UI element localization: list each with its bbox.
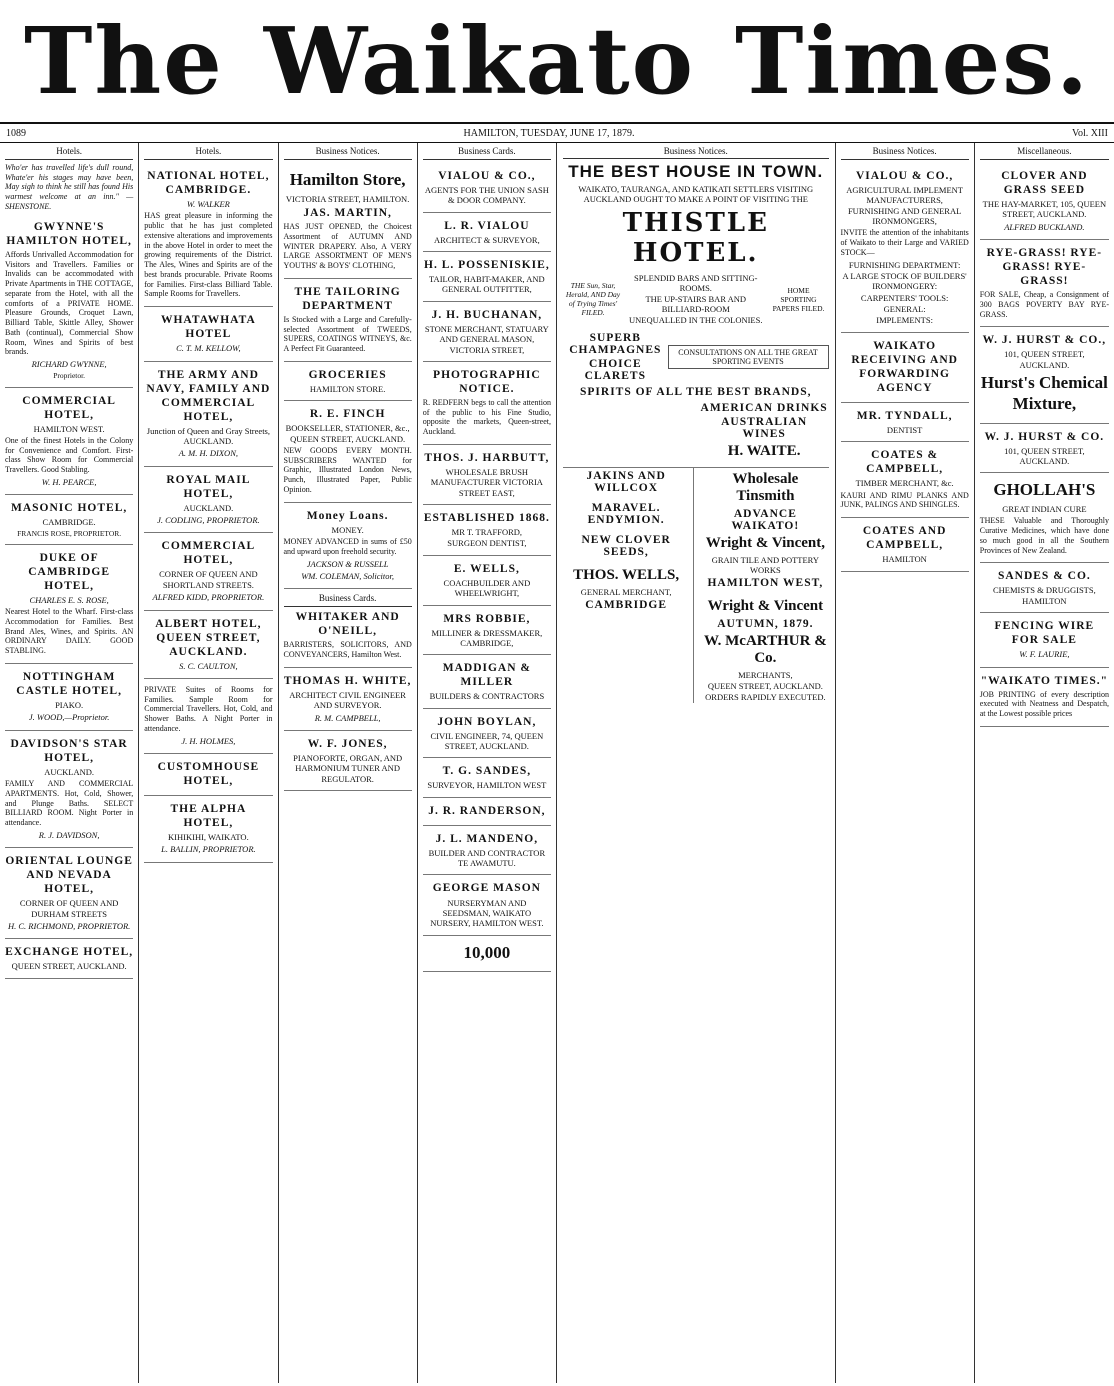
ad-sub: ARCHITECT CIVIL ENGINEER AND SURVEYOR. [289, 689, 406, 711]
ad-sign: JACKSON & RUSSELL [306, 558, 389, 569]
thistle-intro: WAIKATO, TAURANGA, AND KATIKATI SETTLERS VISITING AUCKLAND OUGHT TO MAKE A POINT OF VISITING THE [578, 184, 814, 204]
ad-sign: J. WOOD,—Proprietor. [28, 712, 110, 723]
maravel-endymion: MARAVEL. ENDYMION. [587, 502, 665, 526]
thistle-feature-1: SPLENDID BARS AND SITTING-ROOMS. [634, 273, 758, 293]
ad-sign: C. T. M. KELLOW, [176, 343, 241, 354]
ad-sub: MILLINER & DRESSMAKER, CAMBRIDGE, [431, 627, 543, 648]
ad-title: GROCERIES [308, 368, 387, 381]
ad-title: MR. TYNDALL, [856, 409, 953, 422]
ad-body: JOB PRINTING of every description executed with Neatness and Despatch, at the Lowest possible prices [979, 689, 1109, 719]
ad-hurst-mixture: Hurst's Chemical Mixture, [980, 373, 1108, 413]
ad-body: HAS great pleasure in informing the public that he has just completed extensive alterations and improvements in the above Hotel in order to meet the growing requirements of the District. The Ales, Wines and Spirits are of the best brands procurable. Private Rooms for Families. First-class Billiard Table. Sample Rooms for Travellers. [144, 211, 273, 299]
column-7-head: Business Notices. [841, 146, 969, 160]
ad-body: INVITE the attention of the inhabitants of Waikato to their Large and VARIED STOCK— [840, 228, 969, 257]
ad-body: Is Stocked with a Large and Carefully-selected Assortment of TWEEDS, SUPERS, COATINGS WITNEYS, &c. A Perfect Fit Guaranteed. [283, 314, 412, 354]
ad-body: One of the finest Hotels in the Colony for Convenience and Comfort. First-class Show Room for Commercial Travellers. Good Stabling. [5, 435, 134, 475]
column-8-head: Miscellaneous. [980, 146, 1109, 160]
ad-title: COATES AND CAMPBELL, [862, 525, 947, 552]
ad-sub: SURVEYOR, HAMILTON WEST [427, 780, 547, 791]
ad-body: THESE Valuable and Thoroughly Curative Medicines, which have done so much good in all the Southern Provinces of New Zealand. [979, 516, 1109, 555]
column-2-head: Hotels. [144, 146, 272, 160]
wright-vincent: Wright & Vincent, [705, 535, 826, 551]
queen-street: QUEEN STREET, AUCKLAND. [707, 681, 823, 691]
ad-oriental-lounge [5, 848, 133, 939]
ad-prop: Proprietor. [53, 371, 86, 381]
thos-wells: THOS. WELLS, [573, 567, 680, 583]
ad-body: PRIVATE Suites of Rooms for Families. Sample Room for Commercial Travellers. Hot, Cold, and Shower Baths. A Night Porter in attendance. [144, 684, 273, 733]
ad-robbie [423, 606, 551, 656]
ad-gwynnes-hotel [5, 214, 133, 388]
ad-sub: AUCKLAND. [183, 502, 234, 513]
ad-title: THE TAILORING DEPARTMENT [294, 285, 401, 312]
column-8 [975, 143, 1114, 1383]
ad-sign: W. H. PEARCE, [41, 476, 97, 487]
ad-title: GEORGE MASON [432, 882, 541, 895]
papers-left: THE Sun, Star, Herald, AND Day of Trying Times' FILED. [565, 281, 621, 317]
ad-tyndall [841, 403, 969, 442]
best-house-headline: THE BEST HOUSE IN TOWN. [568, 162, 824, 181]
ad-title: THOS. J. HARBUTT, [424, 451, 550, 464]
ad-carpenters: CARPENTERS' TOOLS: [860, 292, 949, 303]
ad-title: H. L. POSSENISKIE, [424, 259, 550, 272]
ad-title: COMMERCIAL HOTEL, [161, 540, 256, 567]
columns [0, 143, 1114, 1383]
ad-wf-jones [284, 731, 412, 791]
ad-sign: WM. COLEMAN, Solicitor, [301, 570, 395, 581]
ad-davidsons-star [5, 731, 133, 849]
ad-nottingham-castle [5, 664, 133, 731]
ad-sub: PIANOFORTE, ORGAN, AND HARMONIUM TUNER AND REGULATOR. [293, 752, 403, 784]
ad-sub: DENTIST [886, 424, 923, 435]
ad-body: FOR SALE, Cheap, a Consignment of 300 BAGS POVERTY BAY RYE-GRASS. [979, 290, 1109, 319]
ad-sign: ALFRED BUCKLAND. [1004, 221, 1085, 232]
clarets: CHOICE CLARETS [584, 358, 646, 382]
wright-vincent-2: Wright & Vincent [707, 598, 824, 614]
column-5-head: Business Notices. [563, 146, 829, 159]
ad-title: W. J. HURST & CO. [984, 430, 1105, 443]
ad-title: RYE-GRASS! RYE-GRASS! RYE-GRASS! [986, 247, 1103, 288]
column-3 [279, 143, 418, 1383]
ad-alpha-hotel [144, 796, 272, 863]
masthead-the: The [23, 7, 224, 115]
ad-title: NATIONAL HOTEL, CAMBRIDGE. [147, 169, 270, 196]
ad-hamilton-store [284, 163, 412, 279]
ad-body: BARRISTERS, SOLICITORS, AND CONVEYANCERS, Hamilton West. [283, 640, 412, 660]
thistle-feature-3: UNEQUALLED IN THE COLONIES. [629, 315, 763, 325]
ad-sub: BUILDER AND CONTRACTOR TE AWAMUTU. [428, 847, 546, 869]
ad-general: GENERAL: [883, 304, 926, 315]
ad-title: R. E. FINCH [309, 408, 386, 421]
ad-sub: CORNER OF QUEEN AND SHORTLAND STREETS. [159, 569, 258, 590]
ad-title: COMMERCIAL HOTEL, [22, 394, 116, 421]
ad-commercial-hotel [5, 388, 133, 496]
consultations-box: CONSULTATIONS ON ALL THE GREAT SPORTING EVENTS [668, 345, 829, 369]
ad-title: MRS ROBBIE, [443, 612, 531, 625]
ad-harbutt [423, 445, 551, 505]
ad-body: KAURI AND RIMU PLANKS AND JUNK, PALINGS AND SHINGLES. [840, 490, 969, 510]
ad-mandeno [423, 826, 551, 876]
ad-sub: TAILOR, HABIT-MAKER, AND GENERAL OUTFITTER, [429, 274, 545, 295]
ad-title: CLOVER AND GRASS SEED [1001, 169, 1088, 196]
ad-hurst-2 [980, 424, 1109, 474]
column-1-head: Hotels. [5, 146, 133, 160]
ad-sign: J. CODLING, PROPRIETOR. [157, 515, 260, 526]
grain-tile-works: GRAIN TILE AND POTTERY WORKS [711, 555, 820, 575]
ad-title: DAVIDSON'S STAR HOTEL, [10, 737, 128, 764]
ad-sub: AGENTS FOR THE UNION SASH & DOOR COMPANY. [424, 184, 549, 206]
ad-commercial-hotel-auckland [144, 533, 272, 610]
ad-body: Affords Unrivalled Accommodation for Visitors and Travellers. Families or Invalids can be accommodated with Private Apartments in THE COTTAGE, separate from the Hotel, with all the comforts of a PRIVATE HOME. Pleasure Grounds, Croquet Lawn, Billiard Table, Skittle Alley, Shower Bath (continual), Commercial Show Room, Wines and Spirits of best brands. [5, 249, 134, 357]
ad-customhouse-hotel [144, 754, 272, 796]
ad-lr-vialou [423, 213, 551, 252]
ad-sign: ALFRED KIDD, PROPRIETOR. [152, 592, 265, 603]
ad-sandes-chemists [980, 563, 1109, 613]
thistle-hotel-name: THISTLE HOTEL. [622, 208, 769, 268]
new-clover-seeds: NEW CLOVER SEEDS, [581, 534, 671, 558]
ad-coates-campbell-2 [841, 518, 969, 571]
ad-title: GHOLLAH'S [993, 480, 1096, 500]
ad-sub: 101, QUEEN STREET, AUCKLAND. [1004, 445, 1085, 466]
ad-title: ALBERT HOTEL, QUEEN STREET, AUCKLAND. [155, 617, 262, 658]
ad-acres [423, 936, 551, 973]
ad-sub: WHOLESALE BRUSH MANUFACTURER VICTORIA STREET EAST, [430, 466, 543, 498]
ad-national-hotel [144, 163, 272, 307]
ad-coates-campbell [841, 442, 969, 518]
ad-buchanan [423, 302, 551, 362]
ad-title: WAIKATO RECEIVING AND FORWARDING AGENCY [851, 339, 958, 394]
australian-wines: AUSTRALIAN WINES [721, 416, 808, 440]
ad-vialou-implements [841, 163, 969, 333]
ad-tailoring [284, 279, 412, 362]
ad-builders: A LARGE STOCK OF BUILDERS' IRONMONGERY: [842, 271, 967, 292]
ad-sub: AGRICULTURAL IMPLEMENT MANUFACTURERS, FURNISHING AND GENERAL IRONMONGERS, [846, 184, 963, 227]
papers-right: HOME SPORTING PAPERS FILED. [772, 285, 825, 313]
ad-fencing-wire [980, 613, 1109, 667]
cambridge: CAMBRIDGE [585, 599, 668, 611]
column-7 [836, 143, 975, 1383]
ad-finch [284, 401, 412, 502]
ad-furnishing: FURNISHING DEPARTMENT: [848, 259, 961, 270]
column-3-head: Business Notices. [284, 146, 412, 160]
ad-boylan [423, 709, 551, 759]
ad-sub: PIAKO. [55, 699, 84, 710]
ad-whatawhata-hotel [144, 307, 272, 361]
column-1 [0, 143, 139, 1383]
ad-implements: IMPLEMENTS: [876, 315, 933, 326]
ad-title: L. R. VIALOU [444, 219, 530, 232]
hamilton-west: HAMILTON WEST, [707, 577, 824, 589]
ad-title: Hamilton Store, [289, 169, 406, 189]
ad-title: J. H. BUCHANAN, [431, 308, 543, 321]
ad-private-suites [144, 679, 272, 754]
ad-sign: R. M. CAMPBELL, [314, 712, 381, 723]
ad-body: R. REDFERN begs to call the attention of the public to his Fine Studio, opposite the markets, Queen-street, Auckland. [422, 397, 551, 437]
ad-sign: S. C. CAULTON, [179, 660, 238, 671]
ad-sub: TIMBER MERCHANT, &c. [855, 478, 954, 489]
ad-sign: CHARLES E. S. ROSE, [29, 594, 109, 605]
ad-title: E. WELLS, [453, 562, 520, 575]
ad-title: T. G. SANDES, [442, 765, 532, 778]
ad-title: "WAIKATO TIMES." [980, 674, 1108, 687]
ad-sub: GREAT INDIAN CURE [1002, 504, 1087, 515]
ad-vialou [423, 163, 551, 213]
ad-sub: BOOKSELLER, STATIONER, &c., QUEEN STREET, AUCKLAND. [285, 423, 410, 444]
masthead-waikato: Waikato [263, 7, 695, 115]
ad-mason [423, 875, 551, 935]
ad-title: J. L. MANDENO, [435, 832, 539, 845]
ad-money-loans [284, 503, 412, 590]
ad-title: W. F. JONES, [307, 737, 388, 750]
mcarthur: W. McARTHUR & Co. [704, 633, 827, 666]
ad-title: CUSTOMHOUSE HOTEL, [157, 761, 260, 788]
masthead-times: Times. [734, 7, 1091, 115]
column-5-6 [557, 143, 836, 1383]
ad-sub: KIHIKIHI, WAIKATO. [168, 832, 249, 843]
column-4 [418, 143, 557, 1383]
ad-sign: J. H. HOLMES, [181, 735, 236, 746]
spirits: SPIRITS OF ALL THE BEST BRANDS, [580, 386, 812, 398]
ad-waikato-times [980, 668, 1109, 727]
advance-waikato: ADVANCE WAIKATO! [731, 508, 800, 532]
ad-title: NOTTINGHAM CASTLE HOTEL, [16, 670, 122, 697]
ad-whitaker-oneill [284, 589, 412, 668]
ad-sub: QUEEN STREET, AUCKLAND. [11, 961, 127, 972]
ad-hurst [980, 327, 1109, 423]
ad-sub: HAMILTON STORE. [309, 383, 386, 394]
ad-title: DUKE OF CAMBRIDGE HOTEL, [28, 551, 111, 592]
ad-army-navy-hotel [144, 362, 272, 467]
ad-body: HAS JUST OPENED, the Choicest Assortment of AUTUMN AND WINTER DRAPERY. Also, A VERY LARGE ASSORTMENT OF MEN'S YOUTHS' & BOYS' CLOTHING, [283, 222, 412, 271]
ad-title: FENCING WIRE FOR SALE [994, 620, 1095, 647]
ad-sub: COACHBUILDER AND WHEELWRIGHT, [443, 577, 531, 599]
column-4-head: Business Cards. [423, 146, 551, 160]
ad-title: J. R. RANDERSON, [428, 804, 546, 817]
general-merchant: GENERAL MERCHANT, [580, 587, 672, 597]
ad-sub: MR T. TRAFFORD, [451, 527, 523, 538]
thistle-feature-2: THE UP-STAIRS BAR AND BILLIARD-ROOM [645, 294, 747, 314]
ad-sign: W. F. LAURIE, [1019, 649, 1070, 660]
ad-sub: CAMBRIDGE. [42, 517, 96, 528]
ad-masonic-hotel [5, 495, 133, 545]
ad-sub: THE HAY-MARKET, 105, QUEEN STREET, AUCKLAND. [982, 199, 1107, 220]
ad-sub: CORNER OF QUEEN AND DURHAM STREETS [19, 898, 119, 919]
ad-sub: HAMILTON [882, 554, 927, 565]
ad-title: EXCHANGE HOTEL, [5, 946, 134, 959]
ad-title: VIALOU & CO., [855, 169, 954, 182]
ad-randerson [423, 798, 551, 826]
ad-sub: STONE MERCHANT, STATUARY AND GENERAL MASON, VICTORIA STREET, [424, 323, 549, 355]
ad-title: MASONIC HOTEL, [11, 502, 128, 515]
ad-sub: NURSERYMAN AND SEEDSMAN, WAIKATO NURSERY, HAMILTON WEST. [430, 897, 544, 929]
verse: Who'er has travelled life's dull round, Whate'er his stages may have been, May sigh to think he still has found His warmest welcome at an inn." —SHENSTONE. [5, 162, 134, 211]
ad-title: PHOTOGRAPHIC NOTICE. [433, 368, 541, 395]
ad-sign: FRANCIS ROSE, PROPRIETOR. [17, 528, 122, 538]
ad-sign: A. M. H. DIXON, [178, 448, 238, 459]
ad-sign: RICHARD GWYNNE, [31, 359, 107, 369]
ad-title: GWYNNE'S HAMILTON HOTEL, [6, 220, 132, 247]
ad-royal-mail-hotel [144, 467, 272, 534]
ad-sub: AUCKLAND. [44, 766, 95, 777]
ad-receiving-agency [841, 333, 969, 403]
ad-posseniskie [423, 252, 551, 302]
ad-sign: L. BALLIN, PROPRIETOR. [161, 844, 256, 855]
issue-number: 1089 [6, 127, 26, 139]
ad-title: THE ARMY AND NAVY, FAMILY AND COMMERCIAL HOTEL, [146, 368, 271, 423]
ad-title: ESTABLISHED 1868. [423, 512, 550, 525]
ad-trafford [423, 505, 551, 556]
ad-groceries [284, 362, 412, 401]
ad-body: SURGEON DENTIST, [447, 538, 527, 549]
place-date: HAMILTON, TUESDAY, JUNE 17, 1879. [463, 127, 635, 139]
ad-title: WHITAKER AND O'NEILL, [295, 611, 400, 638]
orders-executed: ORDERS RAPIDLY EXECUTED. [705, 692, 826, 702]
ad-title: ORIENTAL LOUNGE AND NEVADA HOTEL, [5, 855, 133, 896]
ad-title: ROYAL MAIL HOTEL, [166, 473, 251, 500]
ad-title: JOHN BOYLAN, [437, 715, 537, 728]
ad-sub: CHEMISTS & DRUGGISTS, HAMILTON [993, 585, 1096, 606]
autumn: AUTUMN, 1879. [717, 618, 814, 630]
ad-title: 10,000 [463, 942, 511, 962]
ad-sign: W. WALKER [186, 199, 230, 209]
ad-section-head: Business Cards. [284, 593, 412, 607]
ad-sub: ARCHITECT & SURVEYOR, [434, 234, 540, 245]
ad-title: WHATAWHATA HOTEL [160, 314, 256, 341]
ad-title: MADDIGAN & MILLER [442, 662, 531, 689]
ad-sandes [423, 758, 551, 797]
ad-title: SANDES & CO. [997, 570, 1091, 583]
dateline [0, 124, 1114, 143]
ad-wells [423, 556, 551, 606]
ad-sign: R. J. DAVIDSON, [38, 829, 100, 840]
ad-sub: HAMILTON WEST. [33, 423, 105, 434]
volume-number: Vol. XIII [1072, 127, 1108, 139]
ad-sign: JAS. MARTIN, [303, 207, 392, 220]
ad-exchange-hotel [5, 939, 133, 978]
ad-albert-hotel [144, 611, 272, 679]
american-drinks: AMERICAN DRINKS [700, 402, 828, 414]
ad-sub: CIVIL ENGINEER, 74, QUEEN STREET, AUCKLAND. [430, 730, 544, 751]
ad-body: Nearest Hotel to the Wharf. First-class Accommodation for Families. Best Brand Ales, Wines, and Spirits. AN ORDINARY DAILY. GOOD STABLING. [5, 607, 134, 656]
merchants: MERCHANTS, [738, 670, 793, 680]
ad-sub: MONEY. [331, 524, 364, 535]
ad-photographic [423, 362, 551, 445]
ad-body: NEW GOODS EVERY MONTH. SUBSCRIBERS WANTED for Graphic, Illustrated London News, Punch, Illustrated Paper, Public Opinion. [283, 445, 412, 494]
masthead [0, 0, 1114, 124]
ad-title: VIALOU & CO., [438, 169, 536, 182]
jakins-willcox: JAKINS AND WILLCOX [586, 470, 666, 494]
ad-sign: H. C. RICHMOND, PROPRIETOR. [7, 920, 131, 931]
ad-ghollah [980, 473, 1109, 563]
ad-title: THOMAS H. WHITE, [283, 674, 412, 687]
ad-body: MONEY ADVANCED in sums of £50 and upward upon freehold security. [283, 537, 412, 556]
champagnes: SUPERB CHAMPAGNES [569, 332, 662, 356]
ad-clover-seed [980, 163, 1109, 240]
h-waite: H. WAITE. [727, 443, 801, 459]
wholesale-tinsmith: Wholesale Tinsmith [732, 471, 799, 504]
ad-body: FAMILY AND COMMERCIAL APARTMENTS. Hot, Cold, Shower, and Plunge Baths. SELECT BILLIARD ROOM. Night Porter in attendance. [5, 779, 134, 828]
ad-thomas-white [284, 668, 412, 731]
ad-sub: Junction of Queen and Gray Streets, AUCKLAND. [146, 425, 270, 446]
ad-duke-of-cambridge [5, 545, 133, 664]
ad-rye-grass [980, 240, 1109, 327]
ad-title: COATES & CAMPBELL, [866, 449, 944, 476]
ad-title: W. J. HURST & CO., [982, 334, 1107, 347]
ad-sub: VICTORIA STREET, HAMILTON. [285, 193, 410, 204]
column-2 [139, 143, 278, 1383]
ad-sub: BUILDERS & CONTRACTORS [429, 691, 545, 702]
ad-sub: 101, QUEEN STREET, AUCKLAND. [1004, 349, 1085, 370]
ad-title: Money Loans. [306, 509, 389, 522]
ad-maddigan-miller [423, 655, 551, 708]
ad-title: THE ALPHA HOTEL, [170, 803, 247, 830]
